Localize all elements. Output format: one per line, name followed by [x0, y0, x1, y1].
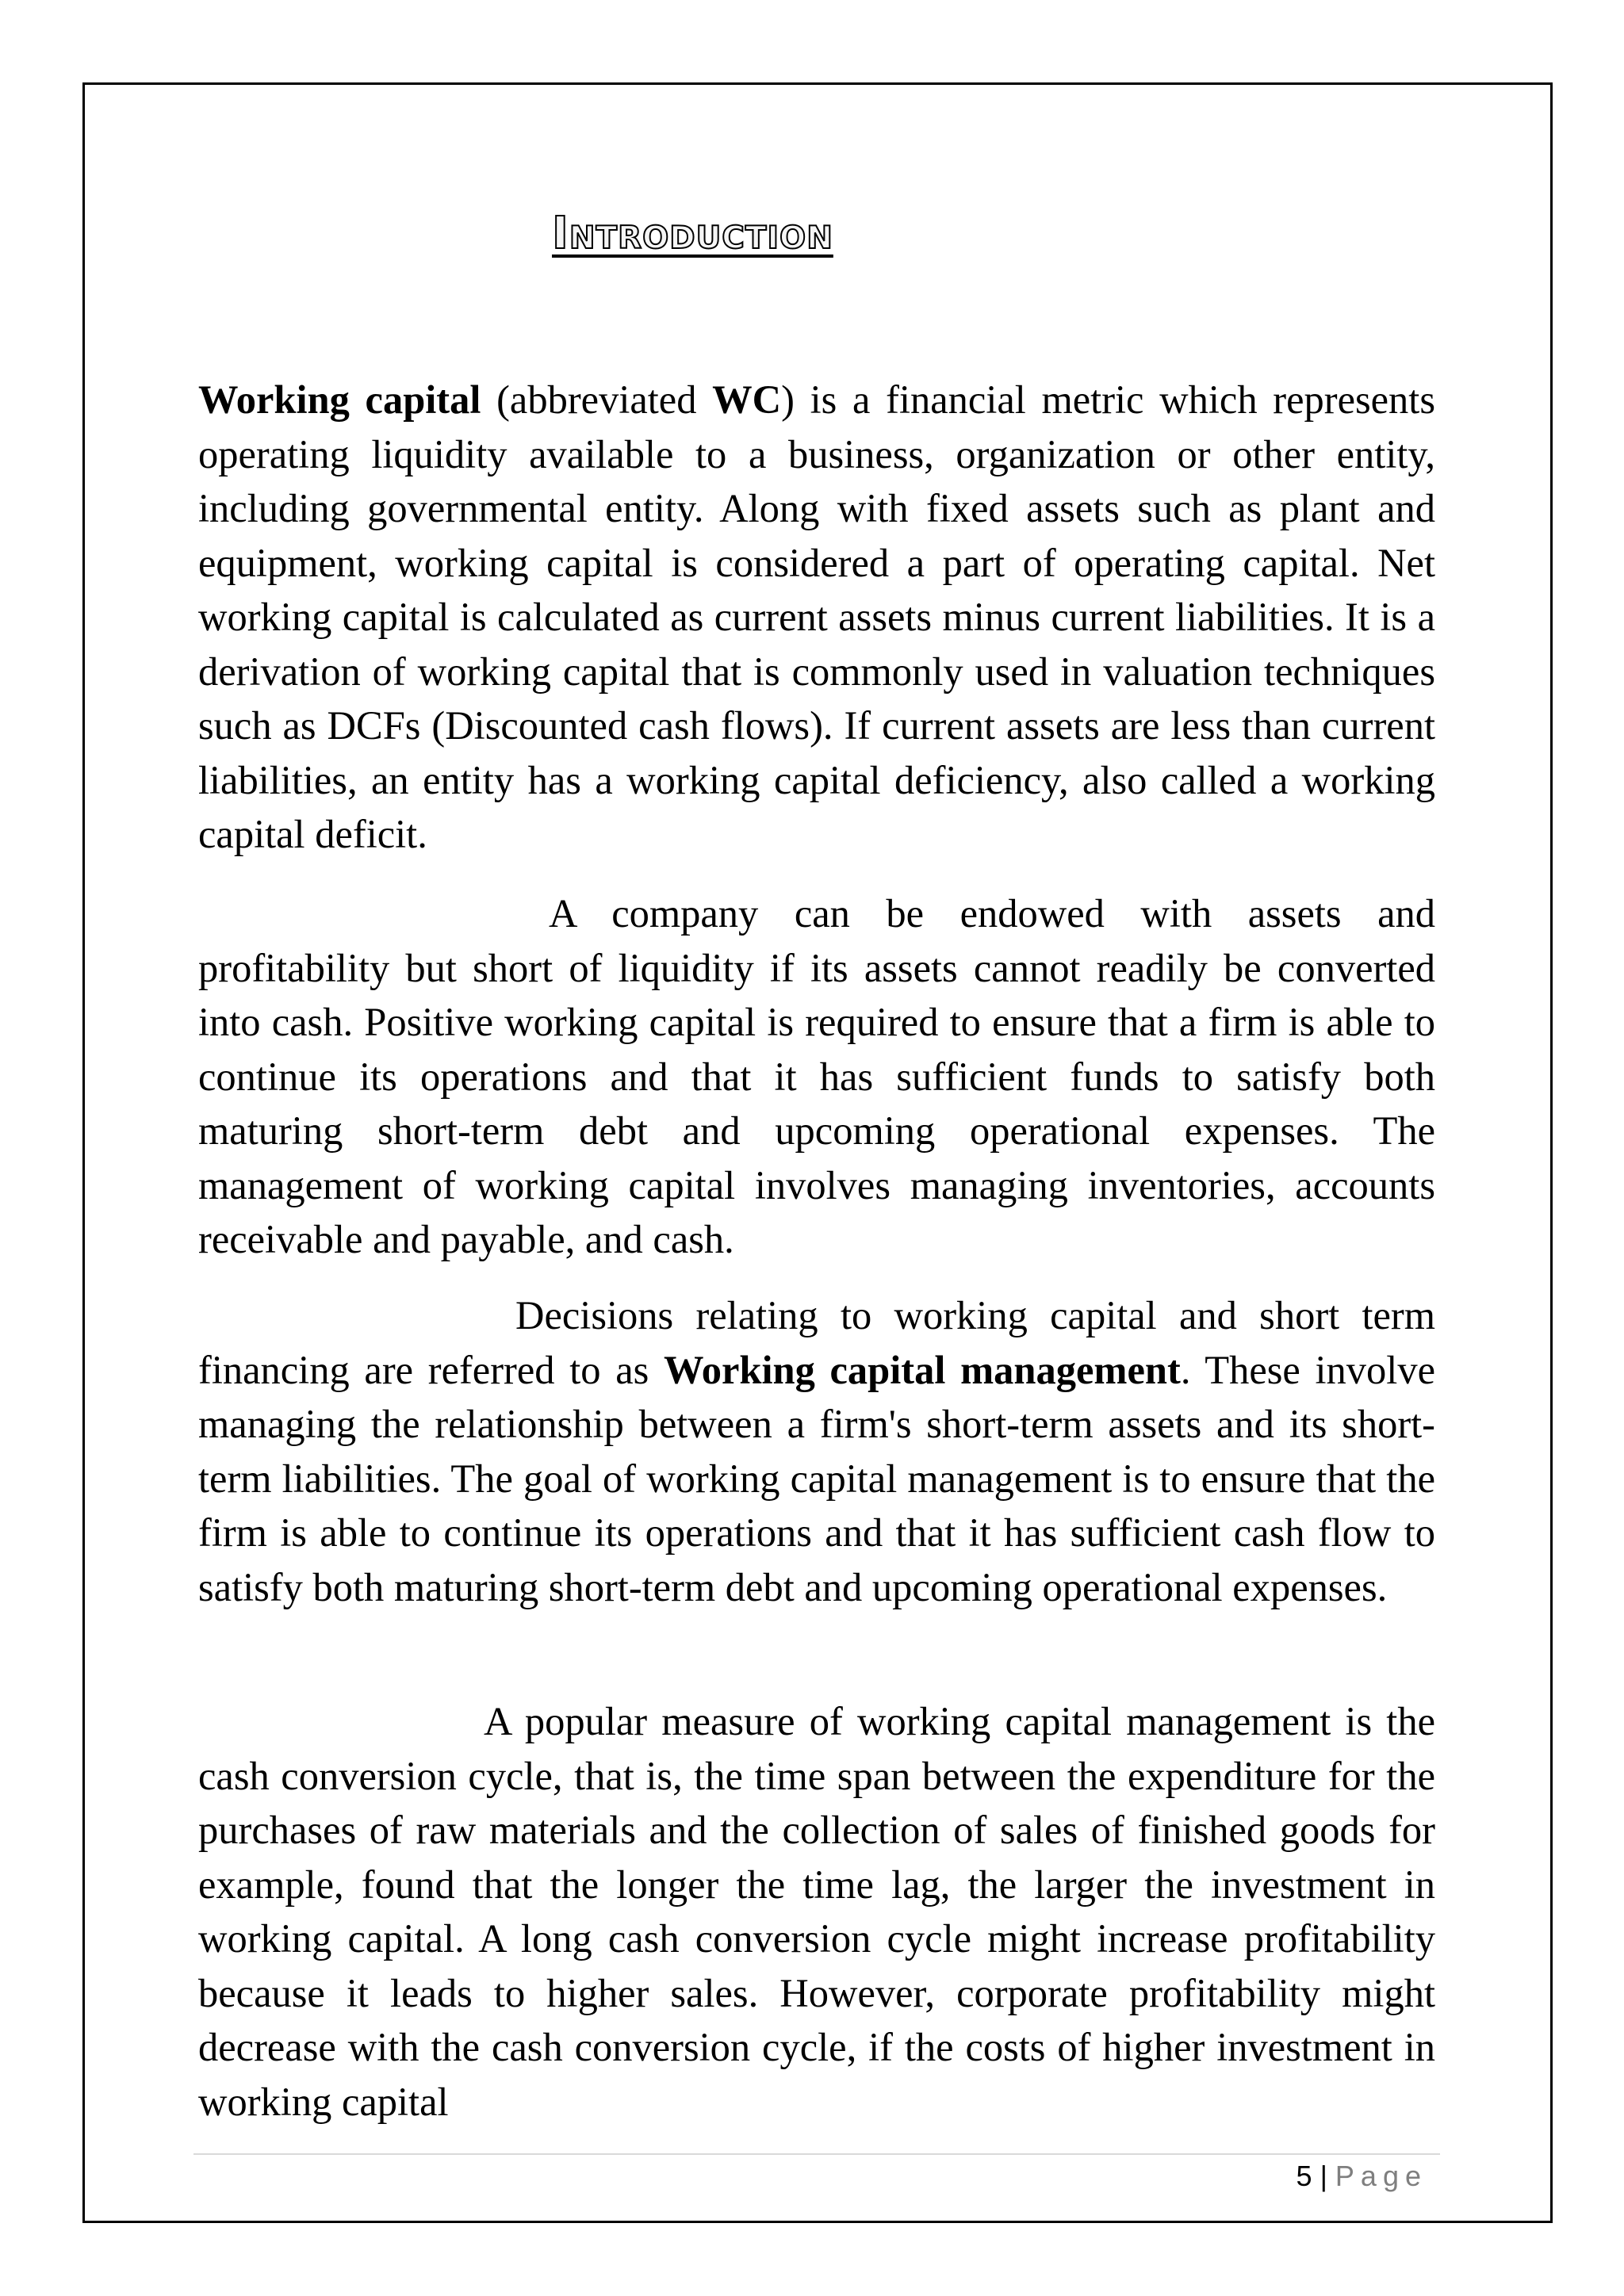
footer-divider — [193, 2153, 1440, 2155]
paragraph-4-text: A popular measure of working capital management is the cash conversion cycle, that is, the time span between the expenditure for the purchases of raw materials and the collection of sales of finished goods for example, found that the longer the time lag, the larger the investment in working capital. A long cash conversion cycle might increase profitability because it leads to higher sales. However, corporate profitability might decrease with the cash conversion cycle, if the costs of higher investment in working capital — [198, 1699, 1435, 2124]
term-working-capital-management: Working capital management — [663, 1347, 1181, 1392]
page-footer — [1297, 2160, 1427, 2193]
paragraph-2 — [198, 886, 1435, 1267]
paragraph-3-text-a: Decisions relating to working capital and short term financing are referred to as — [198, 1293, 1435, 1392]
paragraph-2-text: A company can be endowed with assets and profitability but short of liquidity if its assets cannot readily be converted into cash. Positive working capital is required to ensure that a firm is able to continue its operations and that it has sufficient funds to satisfy both maturing short-term debt and upcoming operational expenses. The management of working capital involves managing inventories, accounts receivable and payable, and cash. — [198, 891, 1435, 1261]
paragraph-3 — [198, 1288, 1435, 1614]
page-title: Introduction — [552, 208, 833, 259]
paragraph-3-text-b: . These involve managing the relationship between a firm's short-term assets and its short-term liabilities. The goal of working capital management is to ensure that the firm is able to continue its operations and that it has sufficient cash flow to satisfy both maturing short-term debt and upcoming operational expenses. — [198, 1347, 1435, 1609]
term-wc: WC — [712, 377, 782, 422]
paragraph-1-text-a: (abbreviated — [481, 377, 713, 422]
paragraph-4 — [198, 1694, 1435, 2129]
page-number: 5 — [1296, 2160, 1312, 2192]
footer-separator: | — [1320, 2160, 1327, 2192]
term-working-capital: Working capital — [198, 377, 481, 422]
paragraph-1-text-b: ) is a financial metric which represents operating liquidity available to a business, organization or other entity, including governmental entity. Along with fixed assets such as plant and equipment, working capital is considered a part of operating capital. Net working capital is calculated as current assets minus current liabilities. It is a derivation of working capital that is commonly used in valuation techniques such as DCFs (Discounted cash flows). If current assets are less than current liabilities, an entity has a working capital deficiency, also called a working capital deficit. — [198, 377, 1435, 856]
paragraph-1 — [198, 373, 1435, 862]
page-label: Page — [1335, 2160, 1427, 2192]
